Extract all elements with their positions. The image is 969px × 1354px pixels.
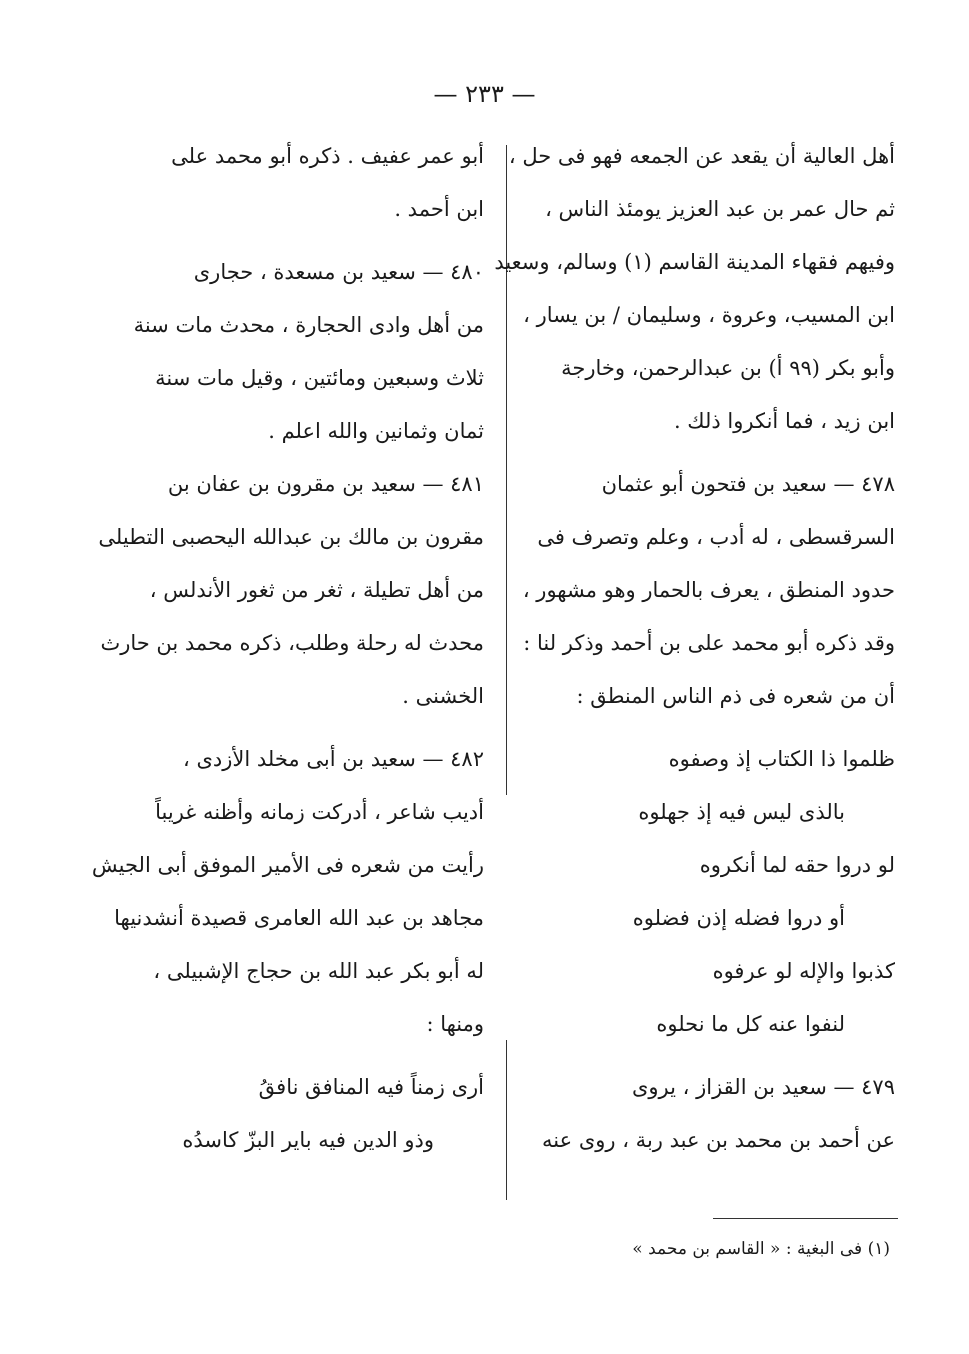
- text-line: له أبو بكر عبد الله بن حجاج الإشبيلى ،: [153, 959, 484, 983]
- verse-line: بالذى ليس فيه إذ جهلوه: [638, 800, 845, 824]
- entry-heading-479: ٤٧٩ — سعيد بن القزاز ، يروى: [631, 1075, 895, 1099]
- text-line: ابن زيد ، فما أنكروا ذلك .: [673, 409, 895, 433]
- right-column: [494, 130, 895, 1167]
- text-line: حدود المنطق ، يعرف بالحمار وهو مشهور ،: [522, 578, 895, 602]
- page-number: — ٢٣٣ —: [433, 80, 536, 108]
- spacer: [513, 448, 895, 458]
- text-line: أن من شعره فى ذم الناس المنطق :: [576, 684, 895, 708]
- text-line: مقرون بن مالك بن عبدالله اليحصبى التطيلى: [98, 525, 484, 549]
- text-line: ثم حال عمر بن عبد العزيز يومئذ الناس ،: [545, 197, 895, 221]
- text-line: من أهل وادى الحجارة ، محدث مات سنة: [133, 313, 484, 337]
- entry-heading-481: ٤٨١ — سعيد بن مقرون بن عفان بن: [167, 472, 484, 496]
- text-line: ثلاث وسبعين ومائتين ، وقيل مات سنة: [155, 366, 484, 390]
- text-line: ثمان وثمانين والله اعلم .: [268, 419, 484, 443]
- verse-line: لنفوا عنه كل ما نحلوه: [656, 1012, 845, 1036]
- text-line: وفيهم فقهاء المدينة القاسم (١) وسالم، وسعيد: [494, 250, 895, 274]
- verse-line: ظلموا ذا الكتاب إذ وصفوه: [668, 747, 895, 771]
- text-line: ابن أحمد .: [394, 197, 484, 221]
- text-line: وقد ذكره أبو محمد على بن أحمد وذكر لنا :: [523, 631, 895, 655]
- footnote: (١) فى البغية : « القاسم بن محمد »: [632, 1239, 890, 1259]
- text-line: أهل العالية أن يقعد عن الجمعه فهو فى حل ،: [508, 144, 895, 168]
- text-line: ابن المسيب، وعروة ، وسليمان / بن يسار ،: [523, 303, 895, 327]
- text-line: أبو عمر عفيف . ذكره أبو محمد على: [171, 144, 484, 168]
- footnote-rule: [713, 1218, 898, 1219]
- verse-line: أو دروا فضله إذن فضلوه: [632, 906, 845, 930]
- text-line: محدث له رحلة وطلب، ذكره محمد بن حارث: [100, 631, 484, 655]
- text-line: ومنها :: [426, 1012, 484, 1036]
- entry-heading-482: ٤٨٢ — سعيد بن أبى مخلد الأزدى ،: [183, 747, 484, 771]
- text-line: عن أحمد بن محمد بن عبد ربة ، روى عنه: [542, 1128, 895, 1152]
- spacer: [513, 723, 895, 733]
- text-line: أديب شاعر ، أدركت زمانه وأظنه غريباً: [155, 800, 484, 824]
- text-line: مجاهد بن عبد الله العامرى قصيدة أنشدنيها: [114, 906, 484, 930]
- verse-line: وذو الدين فيه باير البزّ كاسدُه: [182, 1128, 434, 1152]
- entry-heading-480: ٤٨٠ — سعيد بن مسعدة ، حجارى: [193, 260, 484, 284]
- text-line: السرقسطى ، له أدب ، وعلم وتصرف فى: [537, 525, 895, 549]
- text-line: من أهل تطيلة ، ثغر من ثغور الأندلس ،: [149, 578, 484, 602]
- verse-line: لو دروا حقه لما أنكروه: [699, 853, 895, 877]
- text-line: الخشنى .: [402, 684, 484, 708]
- text-line: وأبو بكر (٩٩ أ) بن عبدالرحمن، وخارجة: [561, 356, 895, 380]
- spacer: [128, 723, 484, 733]
- entry-heading-478: ٤٧٨ — سعيد بن فتحون أبو عثمان: [601, 472, 895, 496]
- left-column: [91, 130, 484, 1167]
- text-line: رأيت من شعره فى الأمير الموفق أبى الجيش: [91, 853, 484, 877]
- spacer: [128, 236, 484, 246]
- spacer: [513, 1051, 895, 1061]
- verse-line: أرى زمناً فيه المنافق نافقُ: [258, 1075, 484, 1099]
- column-divider-lower: [506, 1040, 507, 1200]
- verse-line: كذبوا والإله لو عرفوه: [712, 959, 895, 983]
- spacer: [128, 1051, 484, 1061]
